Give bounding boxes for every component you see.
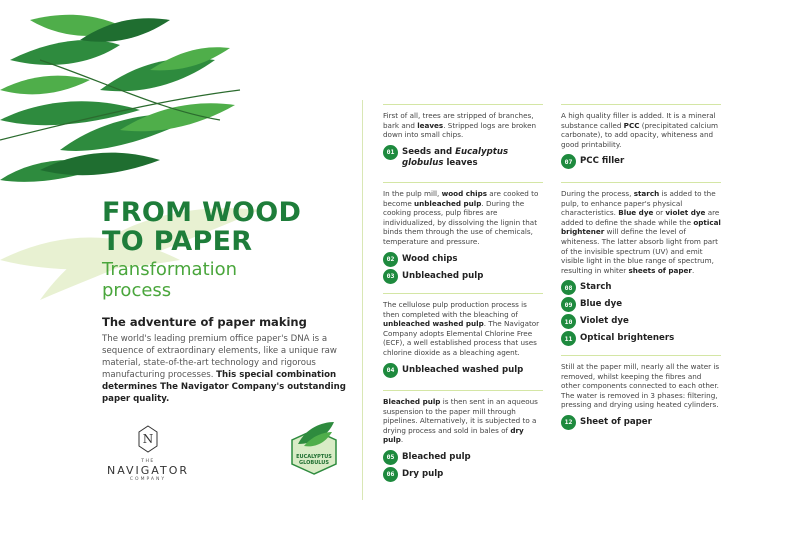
section-5-text	[561, 111, 721, 149]
step-label-part: Seeds and	[402, 146, 456, 157]
eucalyptus-badge-line-1: EUCALYPTUS	[296, 454, 332, 460]
text-part: . During the cooking process, pulp fibres are individualized, by dissolving the lignin that binds them through the use of chemicals, temperature and pressure.	[383, 198, 538, 246]
eucalyptus-globulus-badge	[288, 420, 340, 476]
text-bold: violet dye	[665, 208, 706, 218]
step-label: Unbleached washed pulp	[402, 364, 524, 375]
section-7	[561, 355, 721, 432]
intro-heading: The adventure of paper making	[102, 315, 307, 329]
section-4	[383, 390, 543, 484]
section-1	[383, 104, 543, 171]
step-label: PCC filler	[580, 156, 625, 167]
step-label-italic: Eucalyptus globulus	[402, 146, 509, 168]
step-label: Wood chips	[402, 253, 458, 264]
step-label: Sheet of paper	[580, 416, 652, 427]
step-04	[383, 363, 543, 378]
section-2-text	[383, 189, 543, 247]
text-part: A high quality filler is added. It is a mineral substance called	[561, 111, 716, 130]
text-bold: sheets of paper	[628, 265, 692, 275]
text-bold: wood chips	[441, 189, 488, 198]
step-number-badge: 05	[383, 450, 398, 465]
text-part: . Stripped logs are broken down into small chips.	[383, 120, 537, 140]
step-number-badge: 10	[561, 314, 576, 329]
navigator-name: NAVIGATOR	[106, 464, 190, 477]
left-panel	[102, 198, 352, 405]
text-bold: Bleached pulp	[383, 397, 441, 406]
text-part: .	[400, 435, 404, 445]
step-number-badge: 06	[383, 467, 398, 482]
text-part: In the pulp mill,	[383, 189, 442, 198]
page-title	[102, 198, 352, 256]
step-label: Blue dye	[580, 299, 623, 310]
section-rule	[383, 390, 543, 391]
text-bold: unbleached washed pulp	[383, 319, 484, 329]
section-rule	[383, 104, 543, 105]
subtitle-line-1: Transformation	[102, 259, 238, 280]
step-label	[402, 145, 543, 169]
text-bold: PCC	[623, 120, 640, 130]
step-number-badge: 01	[383, 145, 398, 160]
step-02	[383, 252, 543, 267]
text-bold: unbleached pulp	[414, 198, 482, 208]
step-number-badge: 03	[383, 269, 398, 284]
navigator-company: COMPANY	[129, 477, 167, 482]
step-number-badge: 09	[561, 297, 576, 312]
text-bold: optical brightener	[561, 217, 721, 237]
text-part: (precipitated calcium carbonate), to add opacity, whiteness and good printability.	[561, 120, 719, 149]
step-09	[561, 297, 721, 312]
step-11	[561, 331, 721, 346]
subtitle-line-2: process	[102, 280, 172, 301]
step-05	[383, 450, 543, 465]
section-rule	[383, 293, 543, 294]
section-2	[383, 182, 543, 286]
step-number-badge: 02	[383, 252, 398, 267]
step-08	[561, 280, 721, 295]
navigator-the: THE	[141, 459, 155, 464]
text-part: are added to define the shade while the	[561, 208, 720, 227]
step-number-badge: 08	[561, 280, 576, 295]
section-4-text	[383, 397, 543, 445]
step-12	[561, 415, 721, 430]
step-label: Starch	[580, 282, 612, 293]
section-3-text	[383, 300, 543, 358]
text-bold: leaves	[417, 120, 444, 130]
text-part: First of all, trees are stripped of branches, bark and	[383, 111, 534, 130]
text-part: . The Navigator Company adopts Elemental Chlorine Free (ECF), a well established process that uses chlorine dioxide as a bleaching agent.	[383, 319, 540, 357]
text-part: .	[691, 265, 695, 275]
text-bold: dry pulp	[383, 425, 524, 445]
step-number-badge: 11	[561, 331, 576, 346]
section-rule	[561, 355, 721, 356]
navigator-logo	[102, 425, 194, 482]
step-number-badge: 04	[383, 363, 398, 378]
section-5	[561, 104, 721, 171]
section-6	[561, 182, 721, 348]
text-part: are cooked to become	[383, 189, 539, 208]
section-rule	[383, 182, 543, 183]
step-label: Violet dye	[580, 316, 629, 327]
step-number-badge: 12	[561, 415, 576, 430]
text-part: During the process,	[561, 189, 634, 198]
text-part: is then sent in an aqueous suspension to the paper mill through pipelines. Alternatively, it is subjected to a drying process and sold in bales of	[383, 397, 538, 435]
section-6-text	[561, 189, 721, 275]
step-number-badge: 07	[561, 154, 576, 169]
text-part: The cellulose pulp production process is then completed with the bleaching of	[383, 300, 527, 319]
text-part: or	[653, 208, 666, 218]
section-rule	[561, 182, 721, 183]
step-03	[383, 269, 543, 284]
step-label: Optical brighteners	[580, 333, 675, 344]
step-07	[561, 154, 721, 169]
navigator-monogram-icon	[137, 425, 159, 453]
intro-body-bold: This special combination determines The Navigator Company's outstanding paper quality.	[102, 370, 346, 404]
section-1-text	[383, 111, 543, 140]
section-7-text: Still at the paper mill, nearly all the water is removed, whilst keeping the fibres and other components connected to each other. The water is removed in 3 phases: filtering, pressing and drying using heated cylinders.	[561, 362, 720, 410]
intro-paragraph	[102, 333, 352, 405]
step-label: Dry pulp	[402, 468, 444, 479]
navigator-monogram-letter: N	[142, 432, 154, 446]
title-line-1: FROM WOOD	[102, 197, 302, 228]
eucalyptus-badge-line-2: GLOBULUS	[299, 460, 329, 466]
step-10	[561, 314, 721, 329]
text-bold: Blue dye	[618, 208, 654, 218]
text-part: will define the level of whiteness. The latter absorb light from part of the invisible spectrum (UV) and emit visible light in the blue range of spectrum, resulting in whiter	[561, 227, 718, 275]
step-label: Unbleached pulp	[402, 270, 484, 281]
title-line-2: TO PAPER	[102, 226, 253, 257]
intro-body: The world's leading premium office paper's DNA is a sequence of extraordinary elements, like a unique raw material, state-of-the-art technology and rigorous manufacturing processes.	[102, 334, 337, 380]
step-06	[383, 467, 543, 482]
step-01	[383, 145, 543, 169]
column-divider	[362, 100, 363, 500]
step-label: Bleached pulp	[402, 451, 471, 462]
page-subtitle	[102, 259, 352, 301]
section-3	[383, 293, 543, 380]
step-label-part: leaves	[443, 157, 478, 168]
text-bold: starch	[633, 189, 660, 198]
section-rule	[561, 104, 721, 105]
text-part: is added to the pulp, to enhance paper's physical characteristics.	[561, 189, 716, 218]
